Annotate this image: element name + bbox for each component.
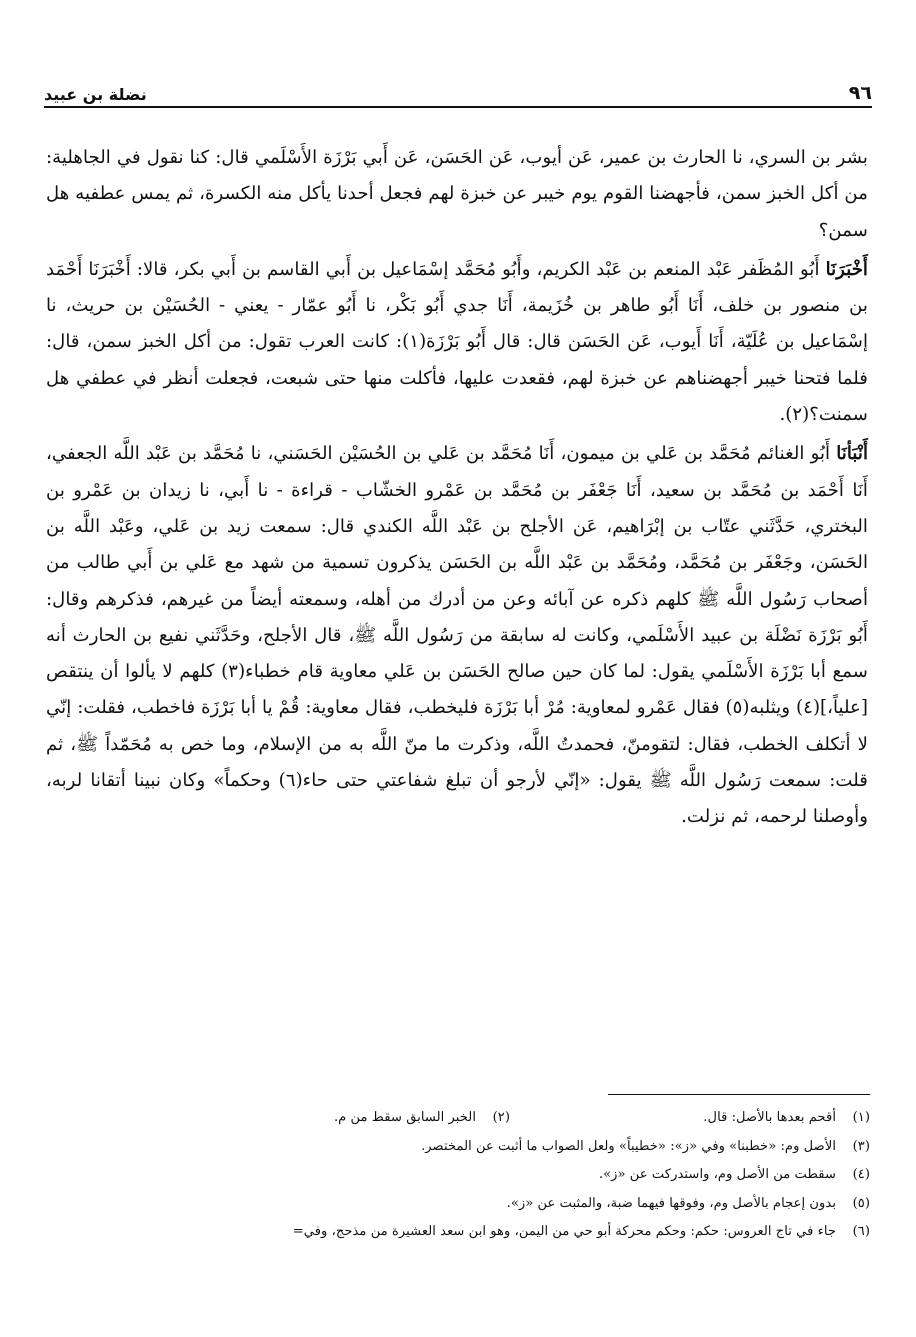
main-text <box>46 140 868 839</box>
footnote-6 <box>44 1218 870 1247</box>
page-number: ٩٦ <box>848 82 872 104</box>
footnote-number: (٤) <box>852 1167 870 1182</box>
paragraph-1: بشر بن السري، نا الحارث بن عمير، عَن أيوب، عَن الحَسَن، عَن أَبي بَرْزَة الأَسْلَمي قال: كنا نقول في الجاهلية: من أكل الخبز سمن، فأجهضنا القوم يوم خيبر عن خبزة لهم فجعل أحدنا يأكل منه الكسرة، ثم يمس عطفيه هل سمن؟ <box>46 147 868 241</box>
footnote-5 <box>44 1190 870 1219</box>
running-title: نضلة بن عبيد <box>44 85 147 104</box>
footnote-text: أقحم بعدها بالأصل: قال. <box>703 1110 836 1125</box>
paragraph-3-lead: أَنْبَأنَا <box>836 443 868 465</box>
header-rule <box>44 106 872 108</box>
footnote-rule <box>608 1094 870 1095</box>
footnote-row-1-2 <box>44 1104 870 1133</box>
footnote-text: الخبر السابق سقط من م. <box>333 1110 476 1125</box>
footnote-4 <box>44 1161 870 1190</box>
footnote-text: بدون إعجام بالأصل وم، وفوقها فيهما ضبة، والمثبت عن «ز». <box>506 1195 836 1211</box>
footnote-number: (١) <box>852 1110 870 1125</box>
page-header <box>44 70 872 104</box>
footnote-3 <box>44 1133 870 1162</box>
footnote-number: (٥) <box>852 1195 870 1211</box>
paragraph-2-text: أَبُو المُظَفر عَبْد المنعم بن عَبْد الكريم، وأَبُو مُحَمَّد إسْمَاعيل بن أَبي القاسم بن أَبي بكر، قالا: أَخْبَرَنَا أَحْمَد بن منصور بن خلف، أَنَا أَبُو طاهر بن خُزَيمة، أَنَا جدي أَبُو بَكْر، نا أَبُو عمّار - يعني - الحُسَيْن بن حريث، نا إسْمَاعيل بن عُلَيّة، أَنَا أَيوب، عَن الحَسَن قال: قال أَبُو بَرْزَة(١): كانت العرب تقول: من أكل الخبز سمن، قال: فلما فتحنا خيبر أجهضناهم عن خبزة لهم، فقعدت عليها، فأكلت منها حتى شبعت، فجعلت أنظر في عطفي هل سمنت؟(٢). <box>46 258 868 426</box>
paragraph-2-lead: أَخْبَرَنَا <box>825 258 868 280</box>
footnote-text: الأصل وم: «خطبنا» وفي «ز»: «خطيباً» ولعل الصواب ما أثبت عن المختصر. <box>421 1138 836 1154</box>
paragraph-3 <box>46 436 868 835</box>
footnote-number: (٢) <box>492 1110 510 1125</box>
paragraph-2 <box>46 252 868 433</box>
footnote-number: (٦) <box>852 1224 870 1239</box>
footnote-number: (٣) <box>852 1138 870 1154</box>
footnote-2 <box>334 1104 510 1133</box>
paragraph-3-text: أَبُو الغنائم مُحَمَّد بن عَلي بن ميمون، أَنَا مُحَمَّد بن عَلي بن الحُسَيْن الحَسَني، نا مُحَمَّد بن عَبْد اللَّه الجعفي، أَنَا أَحْمَد بن مُحَمَّد بن سعيد، أَنَا جَعْفَر بن مُحَمَّد بن عَمْرو الخشّاب - قراءة - نا أَبي، نا زيدان بن عَمْرو بن البختري، حَدَّثَني عتّاب بن إبْرَاهيم، عَن الأجلح بن عَبْد اللَّه الكندي قال: سمعت زيد بن عَلي، وعَبْد اللَّه بن الحَسَن، وجَعْفَر بن مُحَمَّد، ومُحَمَّد بن عَبْد اللَّه بن الحَسَن يذكرون تسمية من شهد مع عَلي بن أَبي طالب من أصحاب رَسُول اللَّه ﷺ كلهم ذكره عن آبائه وعن من أدرك من أهله، وسمعته أيضاً من غيرهم، فذكرهم وقال: أَبُو بَرْزَة نَضْلَة بن عبيد الأَسْلَمي، وكانت له سابقة من رَسُول اللَّه ﷺ، قال الأجلح، وحَدَّثَني نفيع بن الحارث أنه سمع أبا بَرْزَة الأَسْلَمي يقول: لما كان حين صالح الحَسَن بن عَلي معاوية قام خطباء(٣) كلهم لا يألوا أن ينتقص [علياً،](٤) ويثلبه(٥) فقال عَمْرو لمعاوية: مُرْ أبا بَرْزَة فليخطب، فقال معاوية: قُمْ يا أبا بَرْزَة فاخطب، فقلت: إنّي لا أتكلف الخطب، فقال: لتقومنّ، فحمدتُ اللَّه، وذكرت ما منّ اللَّه به من الإسلام، وما خص به مُحَمّداً ﷺ، ثم قلت: سمعت رَسُول اللَّه ﷺ يقول: «إنّي لأرجو أن تبلغ شفاعتي حتى حاء(٦) وحكماً» وكان نبينا أتقانا لربه، وأوصلنا لرحمه، ثم نزلت. <box>46 443 868 828</box>
footnote-1 <box>510 1104 870 1133</box>
footnote-text: جاء في تاج العروس: حكم: وحكم محركة أبو حي من اليمن، وهو ابن سعد العشيرة من مذحج، وفي= <box>292 1224 836 1239</box>
footnote-text: سقطت من الأصل وم، واستدركت عن «ز». <box>598 1167 836 1182</box>
footnotes <box>44 1104 870 1247</box>
